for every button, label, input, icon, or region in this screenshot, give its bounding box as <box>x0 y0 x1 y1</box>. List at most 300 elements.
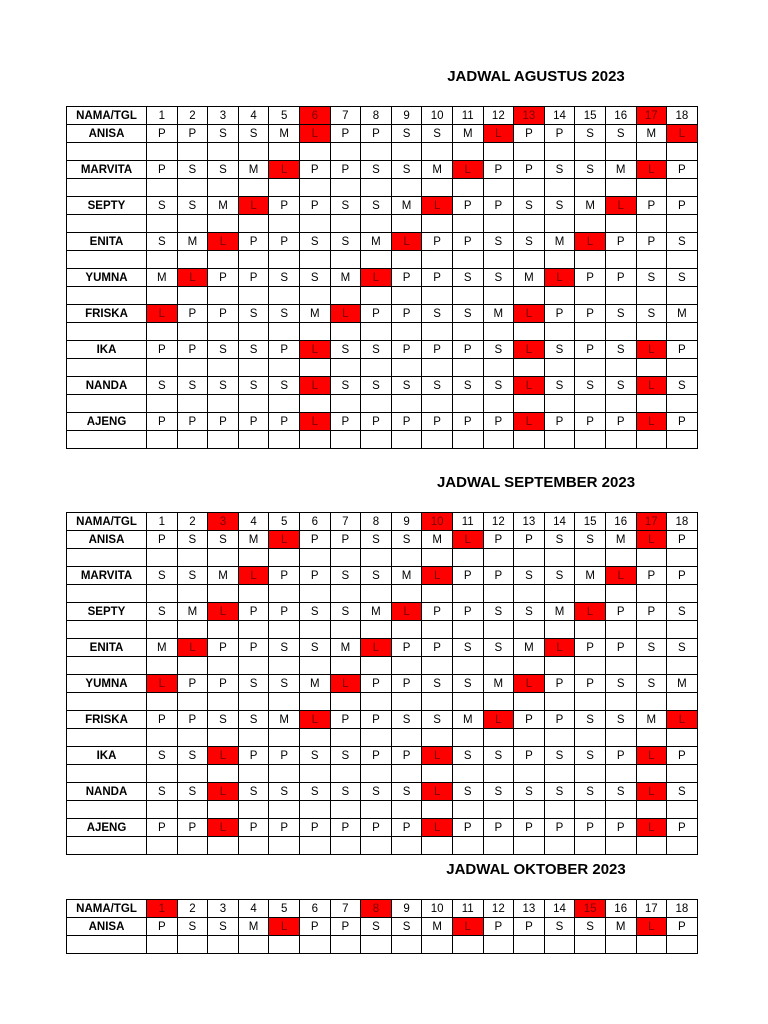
day-header: 5 <box>269 513 300 531</box>
shift-cell: P <box>208 269 239 287</box>
shift-cell: S <box>177 567 208 585</box>
empty-cell <box>177 431 208 449</box>
empty-cell <box>269 179 300 197</box>
shift-cell: S <box>208 711 239 729</box>
empty-cell <box>299 729 330 747</box>
section-title: JADWAL OKTOBER 2023 <box>446 861 626 878</box>
empty-cell <box>483 837 514 855</box>
empty-cell <box>147 621 178 639</box>
shift-cell: M <box>636 711 667 729</box>
shift-cell: P <box>147 413 178 431</box>
empty-cell <box>67 693 147 711</box>
empty-cell <box>208 657 239 675</box>
shift-cell: S <box>361 783 392 801</box>
shift-cell: P <box>575 269 606 287</box>
shift-cell: L <box>514 341 545 359</box>
shift-cell: L <box>452 531 483 549</box>
shift-cell: P <box>544 675 575 693</box>
empty-cell <box>330 179 361 197</box>
shift-cell: M <box>544 233 575 251</box>
empty-cell <box>67 143 147 161</box>
shift-cell: S <box>391 125 422 143</box>
empty-cell <box>483 143 514 161</box>
shift-cell: S <box>667 269 698 287</box>
shift-cell: P <box>636 567 667 585</box>
empty-cell <box>452 215 483 233</box>
shift-cell: L <box>575 233 606 251</box>
shift-cell: L <box>514 305 545 323</box>
empty-cell <box>330 729 361 747</box>
shift-cell: M <box>208 567 239 585</box>
shift-cell: L <box>422 197 453 215</box>
shift-cell: L <box>299 341 330 359</box>
shift-cell: P <box>391 639 422 657</box>
empty-cell <box>452 251 483 269</box>
shift-cell: S <box>269 269 300 287</box>
empty-cell <box>605 801 636 819</box>
schedule-table <box>66 512 698 855</box>
day-header: 4 <box>238 900 269 918</box>
shift-cell: P <box>391 675 422 693</box>
empty-cell <box>391 179 422 197</box>
empty-cell <box>208 143 239 161</box>
shift-cell: P <box>361 413 392 431</box>
shift-cell: M <box>299 675 330 693</box>
shift-cell: S <box>330 603 361 621</box>
empty-cell <box>361 251 392 269</box>
empty-cell <box>177 657 208 675</box>
empty-cell <box>391 936 422 954</box>
empty-cell <box>361 143 392 161</box>
empty-cell <box>238 395 269 413</box>
empty-cell <box>605 549 636 567</box>
shift-cell: L <box>605 567 636 585</box>
empty-cell <box>208 549 239 567</box>
empty-cell <box>269 287 300 305</box>
empty-cell <box>636 837 667 855</box>
empty-cell <box>177 287 208 305</box>
shift-cell: P <box>269 341 300 359</box>
staff-name: YUMNA <box>67 675 147 693</box>
empty-cell <box>330 359 361 377</box>
shift-cell: P <box>544 819 575 837</box>
staff-name: FRISKA <box>67 711 147 729</box>
empty-cell <box>452 549 483 567</box>
staff-row <box>67 603 698 621</box>
shift-cell: L <box>238 197 269 215</box>
shift-cell: P <box>391 413 422 431</box>
shift-cell: L <box>667 125 698 143</box>
shift-cell: S <box>544 567 575 585</box>
day-header: 7 <box>330 107 361 125</box>
day-header: 3 <box>208 107 239 125</box>
spacer-row <box>67 801 698 819</box>
shift-cell: P <box>361 711 392 729</box>
empty-cell <box>177 585 208 603</box>
empty-cell <box>514 251 545 269</box>
staff-name: SEPTY <box>67 197 147 215</box>
staff-row <box>67 161 698 179</box>
empty-cell <box>391 765 422 783</box>
shift-cell: S <box>544 918 575 936</box>
day-header: 2 <box>177 513 208 531</box>
shift-cell: P <box>299 531 330 549</box>
shift-cell: P <box>238 233 269 251</box>
shift-cell: M <box>483 675 514 693</box>
shift-cell: S <box>299 269 330 287</box>
empty-cell <box>299 801 330 819</box>
empty-cell <box>330 585 361 603</box>
shift-cell: S <box>636 269 667 287</box>
empty-cell <box>544 801 575 819</box>
shift-cell: P <box>361 125 392 143</box>
staff-name: AJENG <box>67 413 147 431</box>
shift-cell: M <box>147 269 178 287</box>
shift-cell: S <box>667 783 698 801</box>
shift-cell: M <box>147 639 178 657</box>
staff-row <box>67 233 698 251</box>
shift-cell: P <box>483 161 514 179</box>
empty-cell <box>605 215 636 233</box>
shift-cell: P <box>575 819 606 837</box>
spacer-row <box>67 585 698 603</box>
shift-cell: S <box>544 783 575 801</box>
empty-cell <box>575 801 606 819</box>
shift-cell: S <box>177 197 208 215</box>
empty-cell <box>667 431 698 449</box>
shift-cell: S <box>514 603 545 621</box>
shift-cell: P <box>636 603 667 621</box>
shift-cell: S <box>361 531 392 549</box>
empty-cell <box>667 936 698 954</box>
empty-cell <box>667 323 698 341</box>
shift-cell: M <box>269 711 300 729</box>
shift-cell: M <box>422 531 453 549</box>
empty-cell <box>605 765 636 783</box>
empty-cell <box>269 143 300 161</box>
shift-cell: S <box>299 233 330 251</box>
schedule-table <box>66 106 698 449</box>
shift-cell: P <box>391 819 422 837</box>
staff-name: MARVITA <box>67 161 147 179</box>
empty-cell <box>544 729 575 747</box>
empty-cell <box>269 621 300 639</box>
empty-cell <box>361 431 392 449</box>
empty-cell <box>208 621 239 639</box>
shift-cell: P <box>514 125 545 143</box>
shift-cell: L <box>208 233 239 251</box>
empty-cell <box>483 549 514 567</box>
shift-cell: S <box>605 783 636 801</box>
shift-cell: P <box>177 305 208 323</box>
empty-cell <box>544 657 575 675</box>
shift-cell: P <box>238 639 269 657</box>
shift-cell: M <box>575 567 606 585</box>
empty-cell <box>238 657 269 675</box>
shift-cell: P <box>667 819 698 837</box>
empty-cell <box>544 395 575 413</box>
day-header: 14 <box>544 513 575 531</box>
spacer-row <box>67 657 698 675</box>
empty-cell <box>422 729 453 747</box>
empty-cell <box>483 801 514 819</box>
shift-cell: S <box>208 341 239 359</box>
shift-cell: M <box>514 269 545 287</box>
shift-cell: P <box>605 269 636 287</box>
shift-cell: M <box>422 161 453 179</box>
shift-cell: S <box>361 161 392 179</box>
empty-cell <box>636 179 667 197</box>
empty-cell <box>544 143 575 161</box>
empty-cell <box>361 801 392 819</box>
shift-cell: S <box>391 918 422 936</box>
empty-cell <box>667 287 698 305</box>
shift-cell: P <box>177 341 208 359</box>
empty-cell <box>361 621 392 639</box>
staff-name: ANISA <box>67 125 147 143</box>
empty-cell <box>452 693 483 711</box>
shift-cell: P <box>667 197 698 215</box>
empty-cell <box>299 936 330 954</box>
day-header: 18 <box>667 107 698 125</box>
spacer-row <box>67 179 698 197</box>
empty-cell <box>330 395 361 413</box>
shift-cell: L <box>575 603 606 621</box>
shift-cell: S <box>514 197 545 215</box>
empty-cell <box>177 765 208 783</box>
empty-cell <box>361 395 392 413</box>
empty-cell <box>422 323 453 341</box>
empty-cell <box>422 287 453 305</box>
empty-cell <box>361 657 392 675</box>
shift-cell: P <box>605 639 636 657</box>
empty-cell <box>422 179 453 197</box>
day-header: 5 <box>269 107 300 125</box>
shift-cell: S <box>299 603 330 621</box>
empty-cell <box>67 657 147 675</box>
empty-cell <box>208 395 239 413</box>
shift-cell: L <box>299 125 330 143</box>
empty-cell <box>330 143 361 161</box>
day-header: 1 <box>147 107 178 125</box>
empty-cell <box>391 585 422 603</box>
empty-cell <box>177 395 208 413</box>
day-header: 3 <box>208 900 239 918</box>
shift-cell: L <box>636 377 667 395</box>
empty-cell <box>269 765 300 783</box>
shift-cell: S <box>575 783 606 801</box>
empty-cell <box>67 431 147 449</box>
empty-cell <box>452 936 483 954</box>
empty-cell <box>514 431 545 449</box>
empty-cell <box>514 585 545 603</box>
shift-cell: P <box>452 197 483 215</box>
staff-row <box>67 639 698 657</box>
day-header: 16 <box>605 900 636 918</box>
empty-cell <box>299 621 330 639</box>
empty-cell <box>177 549 208 567</box>
shift-cell: S <box>177 747 208 765</box>
shift-cell: S <box>238 675 269 693</box>
shift-cell: P <box>299 161 330 179</box>
empty-cell <box>422 621 453 639</box>
spacer-row <box>67 693 698 711</box>
empty-cell <box>422 359 453 377</box>
empty-cell <box>269 251 300 269</box>
shift-cell: L <box>605 197 636 215</box>
shift-cell: P <box>605 233 636 251</box>
shift-cell: L <box>452 161 483 179</box>
shift-cell: S <box>147 197 178 215</box>
empty-cell <box>483 729 514 747</box>
staff-name: ANISA <box>67 531 147 549</box>
empty-cell <box>177 179 208 197</box>
empty-cell <box>636 801 667 819</box>
empty-cell <box>330 215 361 233</box>
shift-cell: P <box>452 233 483 251</box>
spacer-row <box>67 549 698 567</box>
shift-cell: S <box>575 377 606 395</box>
shift-cell: P <box>147 918 178 936</box>
shift-cell: M <box>299 305 330 323</box>
empty-cell <box>605 323 636 341</box>
empty-cell <box>67 323 147 341</box>
empty-cell <box>269 585 300 603</box>
shift-cell: L <box>514 377 545 395</box>
spacer-row <box>67 765 698 783</box>
empty-cell <box>667 801 698 819</box>
day-header: 8 <box>361 513 392 531</box>
shift-cell: M <box>575 197 606 215</box>
empty-cell <box>544 549 575 567</box>
staff-name: AJENG <box>67 819 147 837</box>
empty-cell <box>330 323 361 341</box>
shift-cell: P <box>177 819 208 837</box>
header-row <box>67 107 698 125</box>
shift-cell: P <box>330 819 361 837</box>
shift-cell: P <box>483 567 514 585</box>
empty-cell <box>208 251 239 269</box>
shift-cell: P <box>514 747 545 765</box>
shift-cell: M <box>667 675 698 693</box>
shift-cell: M <box>544 603 575 621</box>
empty-cell <box>422 801 453 819</box>
shift-cell: P <box>452 341 483 359</box>
empty-cell <box>330 287 361 305</box>
shift-cell: L <box>422 747 453 765</box>
shift-cell: S <box>544 197 575 215</box>
shift-cell: M <box>177 233 208 251</box>
empty-cell <box>67 549 147 567</box>
empty-cell <box>269 657 300 675</box>
empty-cell <box>67 287 147 305</box>
empty-cell <box>483 693 514 711</box>
empty-cell <box>483 621 514 639</box>
empty-cell <box>636 143 667 161</box>
shift-cell: M <box>452 711 483 729</box>
shift-cell: P <box>483 413 514 431</box>
staff-row <box>67 305 698 323</box>
empty-cell <box>483 657 514 675</box>
staff-row <box>67 918 698 936</box>
header-label: NAMA/TGL <box>67 107 147 125</box>
day-header: 6 <box>299 513 330 531</box>
empty-cell <box>147 179 178 197</box>
empty-cell <box>514 801 545 819</box>
shift-cell: L <box>299 413 330 431</box>
shift-cell: L <box>208 819 239 837</box>
shift-cell: S <box>483 747 514 765</box>
shift-cell: P <box>269 197 300 215</box>
day-header: 11 <box>452 900 483 918</box>
shift-cell: S <box>147 567 178 585</box>
empty-cell <box>67 765 147 783</box>
day-header: 1 <box>147 513 178 531</box>
shift-cell: P <box>147 711 178 729</box>
day-header: 15 <box>575 513 606 531</box>
shift-cell: S <box>544 747 575 765</box>
staff-name: ANISA <box>67 918 147 936</box>
empty-cell <box>452 359 483 377</box>
empty-cell <box>452 657 483 675</box>
empty-cell <box>422 693 453 711</box>
staff-row <box>67 675 698 693</box>
staff-row <box>67 269 698 287</box>
empty-cell <box>238 693 269 711</box>
empty-cell <box>514 323 545 341</box>
shift-cell: S <box>575 531 606 549</box>
staff-name: IKA <box>67 341 147 359</box>
spacer-row <box>67 323 698 341</box>
shift-cell: P <box>483 531 514 549</box>
day-header: 4 <box>238 513 269 531</box>
spacer-row <box>67 936 698 954</box>
shift-cell: P <box>605 413 636 431</box>
empty-cell <box>177 215 208 233</box>
empty-cell <box>605 359 636 377</box>
empty-cell <box>544 837 575 855</box>
day-header: 18 <box>667 900 698 918</box>
empty-cell <box>575 837 606 855</box>
empty-cell <box>177 143 208 161</box>
empty-cell <box>452 585 483 603</box>
shift-cell: L <box>330 675 361 693</box>
empty-cell <box>67 585 147 603</box>
empty-cell <box>299 215 330 233</box>
shift-cell: P <box>147 819 178 837</box>
empty-cell <box>299 251 330 269</box>
empty-cell <box>452 179 483 197</box>
empty-cell <box>269 729 300 747</box>
empty-cell <box>575 287 606 305</box>
shift-cell: P <box>514 531 545 549</box>
shift-cell: S <box>299 747 330 765</box>
empty-cell <box>452 287 483 305</box>
shift-cell: S <box>361 197 392 215</box>
shift-cell: P <box>667 918 698 936</box>
empty-cell <box>391 729 422 747</box>
shift-cell: P <box>452 413 483 431</box>
empty-cell <box>299 395 330 413</box>
empty-cell <box>361 323 392 341</box>
shift-cell: S <box>575 125 606 143</box>
shift-cell: S <box>636 305 667 323</box>
empty-cell <box>391 801 422 819</box>
shift-cell: S <box>299 783 330 801</box>
shift-cell: L <box>483 711 514 729</box>
shift-cell: S <box>483 639 514 657</box>
empty-cell <box>605 287 636 305</box>
